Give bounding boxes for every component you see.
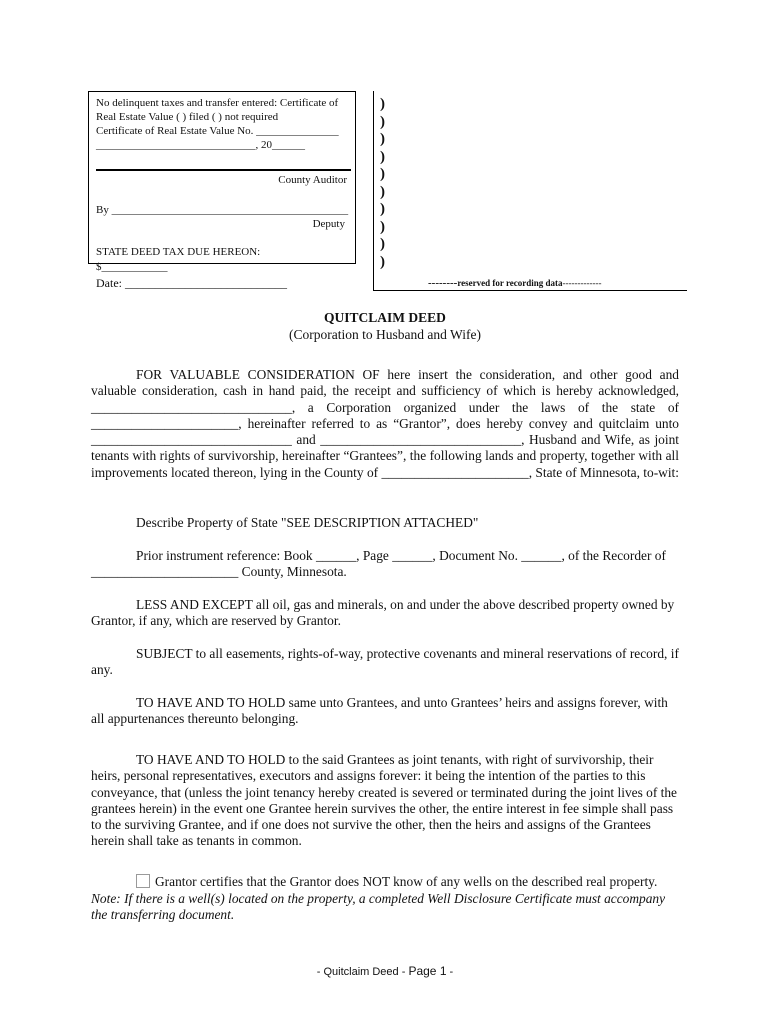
subject-to-paragraph: SUBJECT to all easements, rights-of-way, protective covenants and mineral reservations of record, if any. bbox=[91, 646, 679, 678]
certificate-line-1: No delinquent taxes and transfer entered: Certificate of bbox=[96, 97, 339, 109]
prior-instrument-reference: Prior instrument reference: Book ______, Page ______, Document No. ______, of the Recorder of ______________________ County, Minnesota. bbox=[91, 548, 666, 580]
well-certification-checkbox[interactable] bbox=[136, 874, 150, 888]
auditor-signature-line bbox=[96, 169, 351, 171]
recording-parens: ) ) ) ) ) ) ) ) ) ) bbox=[380, 96, 385, 270]
recording-area-border bbox=[373, 91, 374, 290]
deputy-label: Deputy bbox=[312, 218, 345, 230]
deed-tax-label: STATE DEED TAX DUE HEREON: bbox=[96, 246, 261, 258]
consideration-paragraph: FOR VALUABLE CONSIDERATION OF here insert the consideration, and other good and valuable consideration, cash in hand paid, the receipt and sufficiency of which is hereby acknowledged, ______________________________, a Corporation organized under the laws of the state of ______________________, hereinafter referred to as “Grantor”, does hereby convey and quitclaim unto ______________________________ and ______________________________, Husband and Wife, as joint tenants with rights of survivorship, hereinafter “Grantees”, the following lands and property, together with all improvements located thereon, lying in the County of ______________________, State of Minnesota, to-wit: bbox=[91, 367, 679, 480]
certificate-line-2: Real Estate Value ( ) filed ( ) not required bbox=[96, 111, 279, 123]
date-line: Date: ___________________________ bbox=[96, 276, 287, 290]
joint-tenancy-paragraph: TO HAVE AND TO HOLD to the said Grantees as joint tenants, with right of survivorship, their heirs, personal representatives, executors and assigns forever: it being the intention of the parties to this conveyance, that (unless the joint tenancy hereby created is severed or terminated during the joint lives of the grantees herein) in the event one Grantee herein survives the other, the entire interest in fee simple shall pass to the surviving Grantee, and if one does not survive the other, then the heirs and assigns of the Grantees herein shall take as tenants in common. bbox=[91, 752, 678, 849]
deed-title: QUITCLAIM DEED bbox=[324, 310, 446, 325]
less-and-except-paragraph: LESS AND EXCEPT all oil, gas and minerals, on and under the above described property owned by Grantor, if any, which are reserved by Grantor. bbox=[91, 597, 675, 629]
page-footer: - Quitclaim Deed - Page 1 - bbox=[316, 964, 454, 978]
county-auditor-label: County Auditor bbox=[278, 174, 347, 186]
well-disclosure-note: Note: If there is a well(s) located on the property, a completed Well Disclosure Certificate must accompany the transferring document. bbox=[91, 891, 666, 923]
recording-area-bottom-line bbox=[373, 290, 687, 291]
by-line: By ___________________________________________ bbox=[96, 204, 349, 216]
deed-subtitle: (Corporation to Husband and Wife) bbox=[289, 327, 481, 342]
well-certification: Grantor certifies that the Grantor does NOT know of any wells on the described real property. bbox=[91, 874, 679, 890]
recording-data-label: --------reserved for recording data------------- bbox=[428, 277, 602, 289]
certificate-line-3: Certificate of Real Estate Value No. _______________ bbox=[96, 125, 339, 137]
habendum-paragraph: TO HAVE AND TO HOLD same unto Grantees, and unto Grantees’ heirs and assigns forever, with all appurtenances thereunto belonging. bbox=[91, 695, 668, 727]
deed-tax-amount: $____________ bbox=[96, 261, 168, 273]
property-description: Describe Property of State "SEE DESCRIPTION ATTACHED" bbox=[136, 515, 479, 530]
certificate-line-4: _____________________________, 20______ bbox=[96, 139, 305, 151]
